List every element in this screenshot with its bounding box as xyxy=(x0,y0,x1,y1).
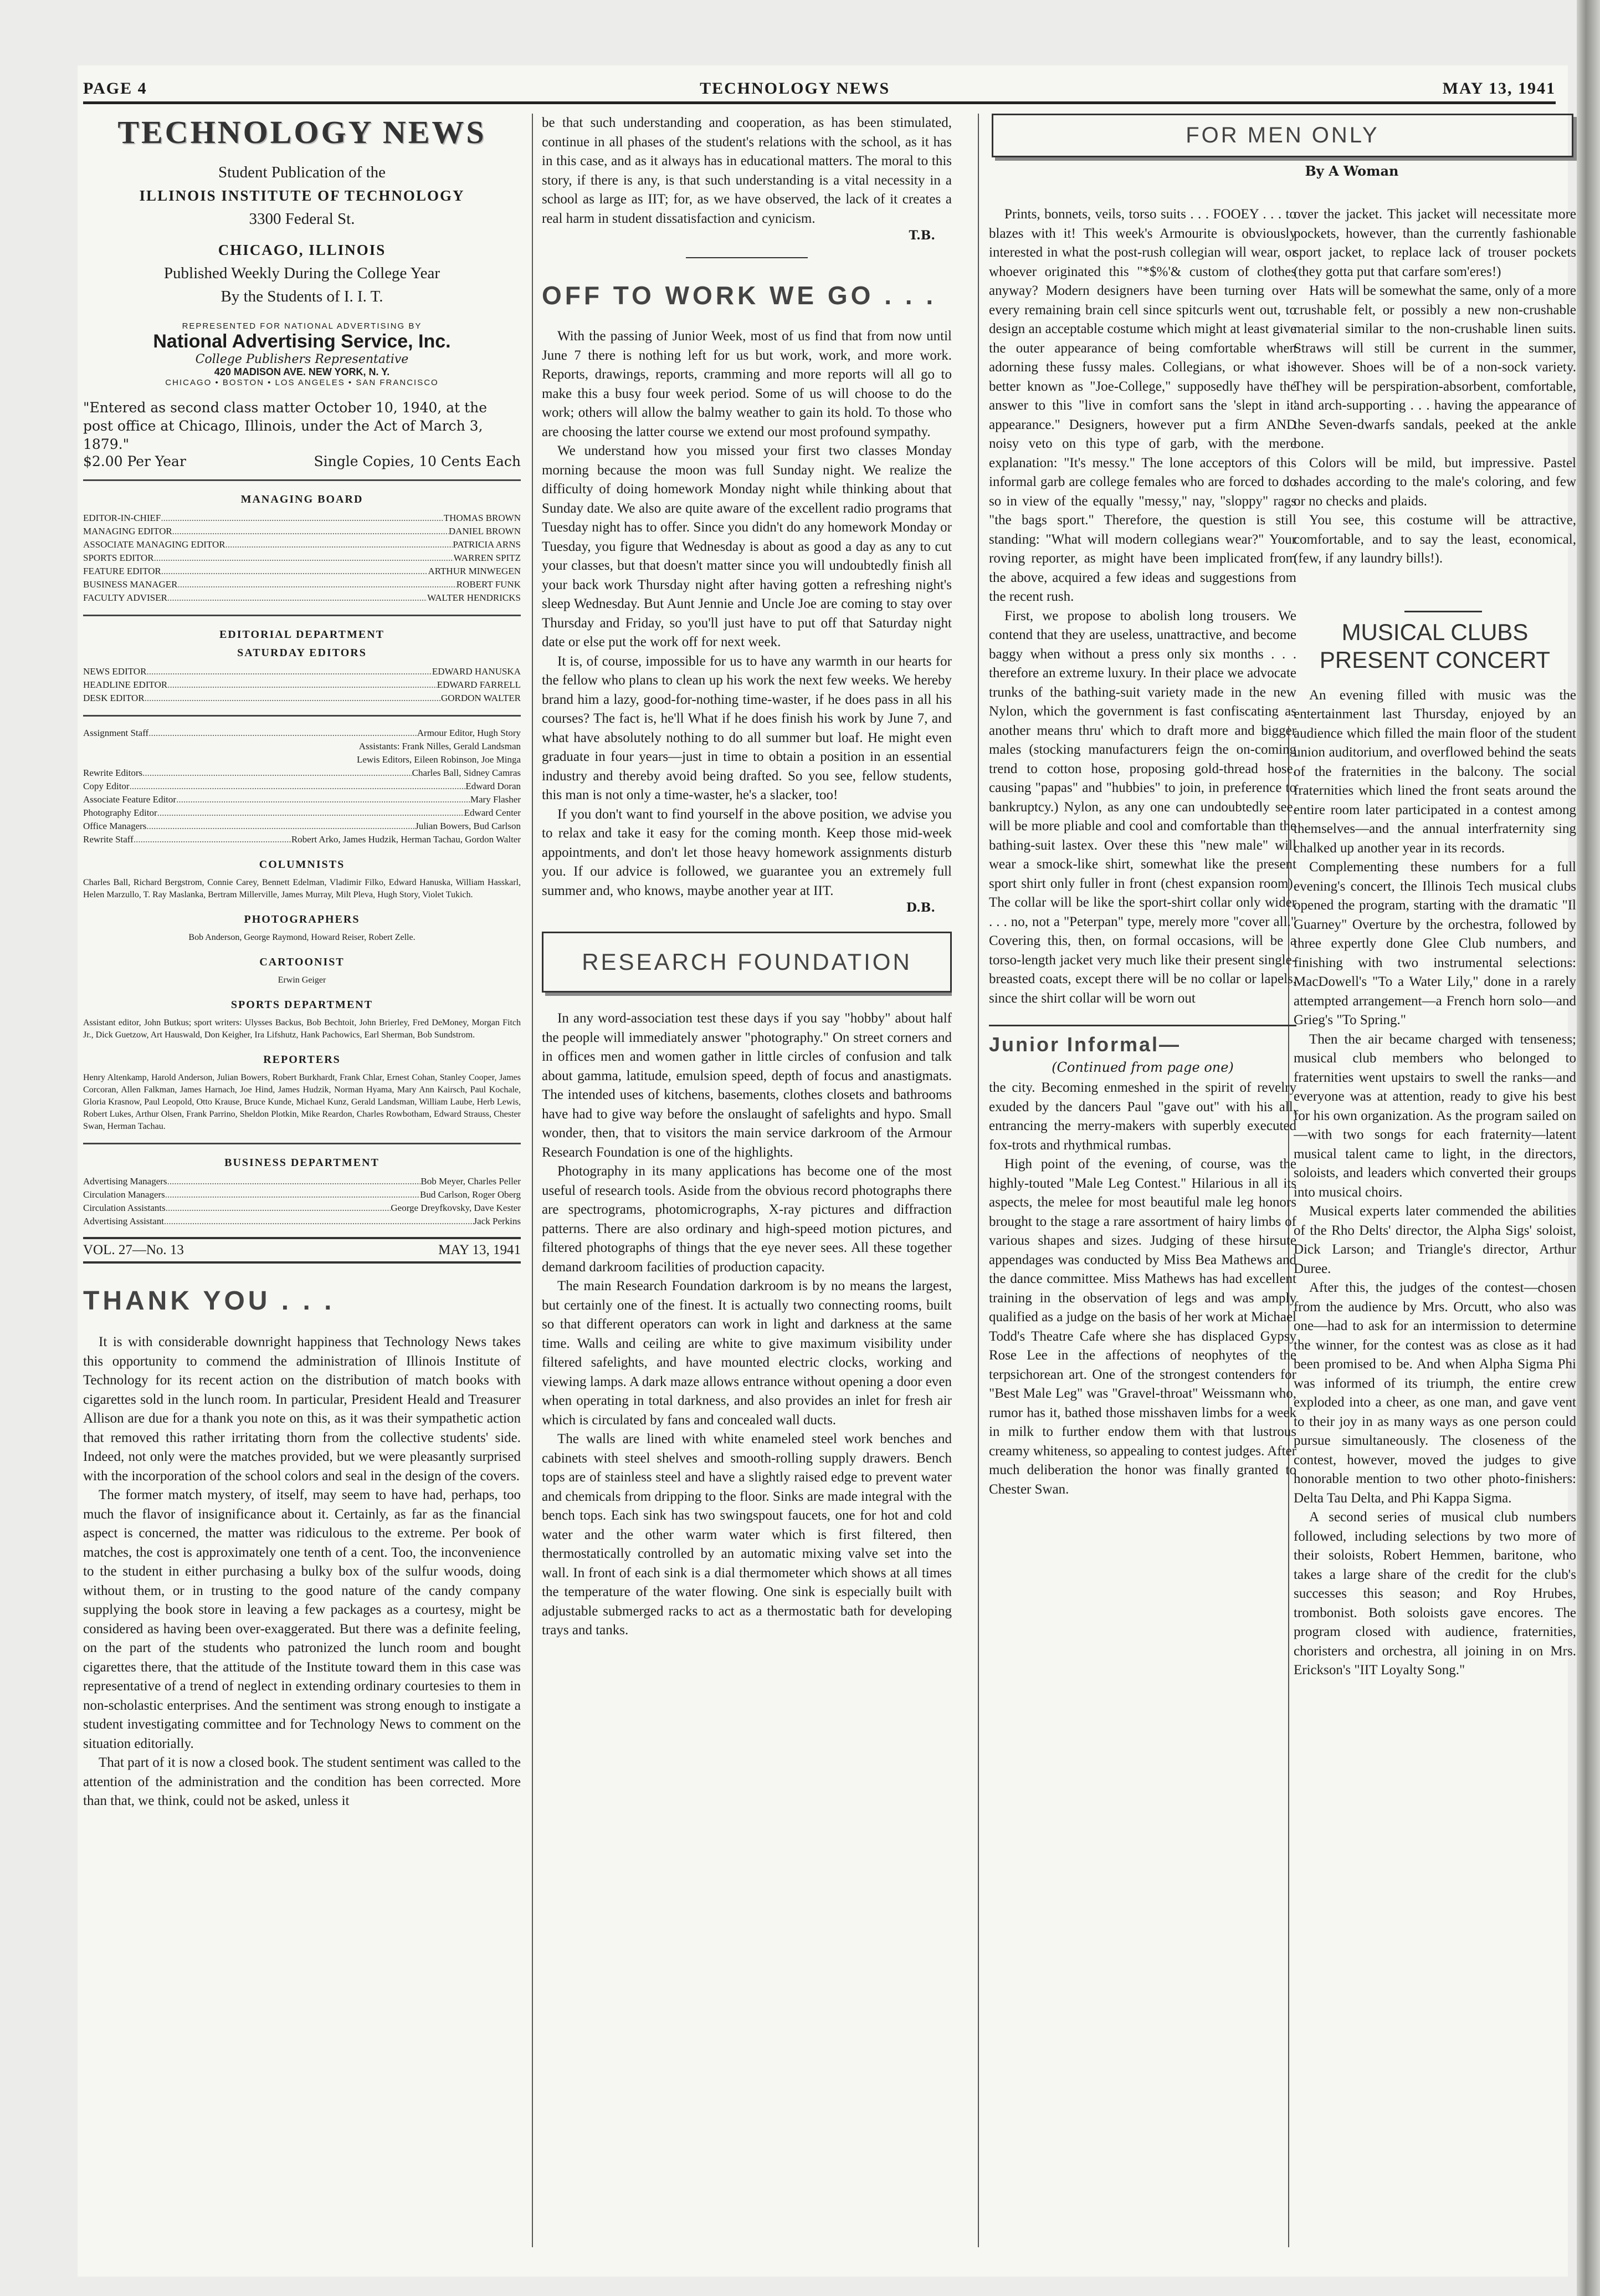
masthead-institute: ILLINOIS INSTITUTE OF TECHNOLOGY xyxy=(139,187,465,204)
staff-row: NEWS EDITOR ..... EDWARD HANUSKA xyxy=(83,665,521,678)
divider xyxy=(83,1143,521,1144)
staff-row: HEADLINE EDITOR ..... EDWARD FARRELL xyxy=(83,678,521,692)
divider xyxy=(83,715,521,717)
off-to-work-article xyxy=(542,327,952,901)
entered-notice: "Entered as second class matter October 10, 1940, at the post office at Chicago, Illinois, under the Act of March 3, 1879." xyxy=(83,400,488,452)
advertising-notice xyxy=(83,321,521,387)
paragraph: We understand how you missed your first two classes Monday morning because the moon was full Sunday night. We realize the difficulty of doing homework Monday night while thinking about that Sunday date. We also are quite aware of the excellent radio programs that Tuesday night has to offer. Since you didn't do any homework Monday or Tuesday, you figure that Wednesday is about as good a day as any to cut your classes, but that doesn't matter since you will undoubtedly finish all your back work Thursday night after having gotten a refreshing night's sleep Wednesday. But Aunt Jennie and Uncle Joe are coming to stay over Thursday and Friday, so you'll just have to put off that Saturday night date or else put the work off for next week. xyxy=(542,443,952,650)
column-for-men xyxy=(989,205,1296,2263)
masthead-by: By the Students of I. I. T. xyxy=(220,288,383,305)
column-editorials xyxy=(542,114,952,2263)
paragraph: After this, the judges of the contest—chosen from the audience by Mrs. Orcutt, who also was one—had to ask for an intermission to determine the winner, for the contest was as close as it had been promised to be. And when Alpha Sigma Phi was informed of its triumph, the entire crew exploded into a cheer, as one man, and gave vent to their joy in as many ways as one person could pursue simultaneously. The closeness of the contest, however, moved the judges to give honorable mention to two other photo-finishers: Delta Tau Delta, and Phi Kappa Sigma. xyxy=(1294,1280,1576,1506)
musical-clubs-headline xyxy=(1294,591,1576,674)
for-men-article-continued xyxy=(1294,205,1576,569)
managing-board xyxy=(83,512,521,605)
staff-row: Assignment Staff ..... Armour Editor, Hugh Story xyxy=(83,727,521,740)
paragraph: Prints, bonnets, veils, torso suits . . . FOOEY . . . to blazes with it! This week's Armourite is obviously interested in what the post-rush collegian will wear, or whoever originated this "*$%'& custom of clothes anyway? Modern designers have been turning over every remaining brain cell since spitcurls went out, to design an acceptable costume which might at least give the outer appearance of being comfortable when adorning these fussy males. Collegians, or what is better known as "Joe-College," supposedly have the answer to this "live in comfort sans the 'slept in it' appearance." Designers, however put a firm AND noisy veto on this type of garb, with the mere explanation: "It's messy." The lone acceptors of this informal garb are college females who are forced to do so in view of the equally "messy," nay, "sloppy" rags "the bags sport." Therefore, the question is still standing: "What will modern collegians wear?" Your roving reporter, as might have been implicated from the above, acquired a few ideas and suggestions from the recent rush. xyxy=(989,207,1296,604)
price-single: Single Copies, 10 Cents Each xyxy=(314,453,521,469)
paragraph: The main Research Foundation darkroom is by no means the largest, but certainly one of the finest. It is actually two connecting rooms, built so that different operators can work in light and darkness at the same time. Walls and ceiling are white to give maximum visibility under filtered safelights, and have mounted electric clocks, working and viewing lamps. A dark maze allows entrance without opening a door even when operating in total darkness, and also provides an inlet for fresh air which is circulated by fans and concealed wall ducts. xyxy=(542,1279,952,1428)
headline-line-2: PRESENT CONCERT xyxy=(1319,646,1551,673)
cartoonist-title: CARTOONIST xyxy=(259,956,345,968)
thank-you-signature: T.B. xyxy=(909,228,935,243)
staff-row: Rewrite Staff ..... Robert Arko, James Hudzik, Herman Tachau, Gordon Walter xyxy=(83,833,521,846)
cartoonist-name: Erwin Geiger xyxy=(278,975,326,985)
paragraph: It is with considerable downright happiness that Technology News takes this opportunity to commend the administration of Illinois Institute of Technology for its recent action on the distribution of match books with cigarettes sold in the lunch room. In particular, President Heald and Treasurer Allison are due for a thank you note on this, as it was their sympathetic action that removed this rather irritating thorn from the collective students' side. Indeed, not only were the matches provided, but we were pleasantly surprised with the incorporation of the school colors and seal in the design of the covers. xyxy=(83,1334,521,1484)
paragraph: the city. Becoming enmeshed in the spirit of revelry exuded by the dancers Paul "gave out" with his all, entrancing the merry-makers with superbly executed fox-trots and rhythmical rumbas. xyxy=(989,1080,1296,1153)
paragraph: Hats will be somewhat the same, only of a more crushable felt, or possibly a new non-crushable material similar to the non-crushable linen suits. Straws will still be current in the summer, however. Shoes will be of a non-sock variety. They will be perspiration-absorbent, comfortable, and arch-supporting . . . having the appearance of the Seven-dwarfs sandals, peeked at the ankle bone. xyxy=(1294,283,1576,451)
volume-number: VOL. 27—No. 13 xyxy=(83,1242,184,1257)
junior-continued-note: (Continued from page one) xyxy=(1052,1060,1234,1075)
staff-row: Lewis Editors, Eileen Robinson, Joe Minga xyxy=(356,754,521,765)
for-men-article xyxy=(989,205,1296,1008)
ad-name: National Advertising Service, Inc. xyxy=(153,331,451,352)
staff-row: EDITOR-IN-CHIEF ..... THOMAS BROWN xyxy=(83,512,521,525)
thank-you-article xyxy=(83,1333,521,1811)
staff-row: Office Managers ..... Julian Bowers, Bud Carlson xyxy=(83,820,521,833)
junior-informal-headline: Junior Informal— xyxy=(989,1025,1296,1056)
paragraph: Colors will be mild, but impressive. Pastel shades according to the male's coloring, and few or no checks and plaids. xyxy=(1294,455,1576,509)
business-title: BUSINESS DEPARTMENT xyxy=(224,1157,380,1169)
masthead-subtitle: Student Publication of the xyxy=(218,163,386,181)
paragraph: over the jacket. This jacket will necessitate more pockets, however, than the currently fashionable sport jacket, to replace lack of trouser pockets (they gotta put that carfare som'eres!) xyxy=(1294,207,1576,279)
paragraph: High point of the evening, of course, was the highly-touted "Male Leg Contest." Hilarious in all its aspects, the melee for most beautiful male leg honors brought to the stage a rare assortment of hairy limbs of various shapes and sizes. Judging of these hirsute appendages was conducted by Miss Bea Mathews and the dance committee. Miss Mathews has had excellent training in the observation of legs and was amply qualified as a judge on the basis of her work at Michael Todd's Theatre Cafe where she has displaced Gypsy Rose Lee in the affections of neophytes of the terpsichorean art. One of the strongest contenders for "Best Male Leg" was "Gravel-throat" Weissmann who, rumor has it, bathed those misshaven limbs for a week in milk to further endow them with that lustrous creamy whiteness, so appealing to contest judges. After much deliberation the honor was finally granted to Chester Swan. xyxy=(989,1157,1296,1497)
managing-board-title: MANAGING BOARD xyxy=(240,493,363,505)
staff-row: Photography Editor ..... Edward Center xyxy=(83,806,521,820)
paragraph: That part of it is now a closed book. The student sentiment was called to the attention of the administration and the condition has been corrected. More than that, we think, could not be asked, unless it xyxy=(83,1755,521,1808)
editorial-subtitle: SATURDAY EDITORS xyxy=(237,647,367,659)
junior-informal-article xyxy=(989,1078,1296,1499)
page-number: PAGE 4 xyxy=(83,79,147,98)
paragraph: If you don't want to find yourself in the above position, we advise you to relax and take it easy for the coming month. Keep those mid-week appointments, and don't let those heavy homework assignments disturb you. If our advice is followed, we guarantee you an extremely full summer and, who knows, maybe another year at IIT. xyxy=(542,806,952,898)
paragraph: Photography in its many applications has become one of the most useful of research tools. Aside from the obvious record photographs there are spectrograms, photomicrographs, X-ray pictures and diffraction patterns. There are also ordinary and high-speed motion pictures, and filtered photographs of things that the eye never sees. All these together demand darkroom facilities of production capacity. xyxy=(542,1164,952,1275)
paper-name: TECHNOLOGY NEWS xyxy=(700,79,890,98)
editorial-title: EDITORIAL DEPARTMENT xyxy=(219,628,385,641)
volume-line xyxy=(83,1237,521,1264)
staff-row: Circulation Managers ..... Bud Carlson, Roger Oberg xyxy=(83,1188,521,1201)
staff-row: ASSOCIATE MANAGING EDITOR ..... PATRICIA ARNS xyxy=(83,538,521,551)
paragraph: With the passing of Junior Week, most of us find that from now until June 7 there is nothing left for us but work, work, and more work. Reports, drawings, reports, cramming and more reports will all go to make this a busy four week period. Some of us will choose to do the work; others will allow the balmy weather to gain its hold. To those who are choosing the latter course we extend our most profound sympathy. xyxy=(542,329,952,439)
paragraph: An evening filled with music was the entertainment last Thursday, enjoyed by an audience which filled the main floor of the student union auditorium, and overflowed behind the seats of the fraternities in the balcony. The social fraternities which lined the front seats around the entire room later participated in a contest among themselves—and the annual interfraternity sing chalked up another year in its records. xyxy=(1294,687,1576,856)
masthead xyxy=(83,114,521,308)
staff-row: Rewrite Editors ..... Charles Ball, Sidney Camras xyxy=(83,766,521,780)
thank-you-continued xyxy=(542,114,952,228)
divider xyxy=(686,257,808,258)
price-line xyxy=(83,453,521,469)
column-musical xyxy=(1294,205,1576,2263)
running-header xyxy=(83,71,1556,104)
reporters-title: REPORTERS xyxy=(263,1054,341,1066)
volume-date: MAY 13, 1941 xyxy=(438,1242,521,1257)
columnists-list: Charles Ball, Richard Bergstrom, Connie Carey, Bennett Edelman, Vladimir Filko, Edward Hanuska, William Hasskarl, Helen Marzullo, T. Ray Maslanka, Bertram Millerville, James Murray, Milt Pleva, Hugh Story, Violet Tukich. xyxy=(83,878,521,899)
masthead-city: CHICAGO, ILLINOIS xyxy=(218,242,386,258)
column-rule xyxy=(978,114,979,2247)
staff-row: Advertising Managers ..... Bob Meyer, Charles Peller xyxy=(83,1175,521,1188)
photographers-list: Bob Anderson, George Raymond, Howard Reiser, Robert Zelle. xyxy=(188,933,416,942)
off-to-work-signature: D.B. xyxy=(906,901,935,915)
paragraph: It is, of course, impossible for us to have any warmth in our hearts for the fellow who plans to clean up his work the next few weeks. We hereby brand him a lazy, good-for-nothing time-waster, if he does pass in all his courses? The fact is, he'll What if he does finish his work by June 7, and what have absolutely nothing to do all summer but loaf. He might even graduate in four years—just in time to obtain a position in an essential industry and thereby avoid being drafted. So you see, fellow students, this man is not only a time-waster, he's a slacker, too! xyxy=(542,653,952,802)
staff-row: Advertising Assistant ..... Jack Perkins xyxy=(83,1215,521,1228)
staff-row: BUSINESS MANAGER ..... ROBERT FUNK xyxy=(83,578,521,591)
for-men-byline: By A Woman xyxy=(1305,163,1399,179)
assignment-staff xyxy=(83,727,521,846)
for-men-only-header xyxy=(992,114,1573,181)
headline-line-1: MUSICAL CLUBS xyxy=(1341,618,1529,645)
columnists-title: COLUMNISTS xyxy=(259,858,345,871)
thank-you-headline: THANK YOU . . . xyxy=(83,1286,335,1316)
column-rule xyxy=(532,114,533,2247)
divider xyxy=(83,479,521,481)
paragraph: Musical experts later commended the abilities of the Rho Delts' director, the Alpha Sigs' soloist, Dick Larson; and Triangle's director, Arthur Duree. xyxy=(1294,1204,1576,1276)
staff-row: MANAGING EDITOR ..... DANIEL BROWN xyxy=(83,525,521,538)
ad-address: 420 MADISON AVE. NEW YORK, N. Y. xyxy=(214,366,390,377)
research-foundation-headline: RESEARCH FOUNDATION xyxy=(542,932,952,993)
ad-line: REPRESENTED FOR NATIONAL ADVERTISING BY xyxy=(182,321,422,331)
staff-row: FACULTY ADVISER ..... WALTER HENDRICKS xyxy=(83,591,521,605)
ad-cities: CHICAGO • BOSTON • LOS ANGELES • SAN FRANCISCO xyxy=(165,378,439,387)
staff-row: SPORTS EDITOR ..... WARREN SPITZ xyxy=(83,551,521,565)
divider xyxy=(83,615,521,616)
paragraph: First, we propose to abolish long trousers. We contend that they are useless, unattractive, and become baggy when without a press only six months . . . therefore an extreme luxury. In their place we advocate trunks of the bathing-suit variety made in the new Nylon, which the government is fast confiscating as another means thru' which to draft more and bigger males (stocking manufacturers feign the on-coming trend to cotton hose, proposing gold-thread hose, causing "papas" and "hubbies" to join, in preference to bankruptcy.) Nylon, as any one can undoubtedly see, will be more pliable and cool and comfortable than the bathing-suit lastex. Over these this "new male" will wear a smock-like shirt, somewhat like the present sport shirt only fuller in front (chest expansion room). The collar will be like the sport-shirt collar only wider . . . no, not a "Peterpan" type, merely more "cover all." Covering this, then, on formal occasions, will be a torso-length jacket very much like their present single-breasted coats, except there will be no collar or lapels, since the shirt collar will be worn out xyxy=(989,608,1296,1006)
paragraph: The walls are lined with white enameled steel work benches and cabinets with steel shelves and smooth-rolling supply drawers. Bench tops are of stainless steel and have a slightly raised edge to prevent water and chemicals from dripping to the floor. Sinks are made integral with the bench tops. Each sink has two swingspout faucets, one for hot and cold water and the other warm water which is first filtered, then thermostatically controlled by an automatic mixing valve set into the wall. In front of each sink is a dial thermometer which shows at all times the temperature of the water flowing. One sink is especially built with adjustable submerged racks to act as a thermostatic bath for developing trays and tanks. xyxy=(542,1431,952,1638)
photographers-title: PHOTOGRAPHERS xyxy=(244,913,360,925)
sports-list: Assistant editor, John Butkus; sport writers: Ulysses Backus, Bob Bechtoit, John Brierley, Fred DeMoney, Morgan Fitch Jr., Dick Guetzow, Art Hauswald, Don Keigher, Ira Lifshutz, Hank Pachowics, Earl Sherman, Bob Sundstrom. xyxy=(83,1018,521,1040)
masthead-published: Published Weekly During the College Year xyxy=(163,264,440,282)
paragraph: You see, this costume will be attractive, comfortable, and to say the least, economical, (few, if any laundry bills!). xyxy=(1294,513,1576,566)
paragraph: Then the air became charged with tenseness; musical club members who belonged to fraternities went upstairs to swell the ranks—and everyone was at attention, ready to give his best for his own organization. As the program sailed on—with two songs for each fraternity—latent musical talent came to light, in the directors, soloists, and leaders which converted their groups into musical choirs. xyxy=(1294,1031,1576,1200)
paragraph: be that such understanding and cooperation, as has been stimulated, continue in all phases of the student's relations with the school, as it has in this case, and as it always has in educational matters. The moral to this story, if there is any, is that such understanding is a vital necessity in a school as large as IIT; for, as we have observed, the lack of it creates a real harm in student dissatisfaction and cynicism. xyxy=(542,115,952,226)
price-year: $2.00 Per Year xyxy=(83,453,186,469)
staff-row: DESK EDITOR ..... GORDON WALTER xyxy=(83,692,521,705)
sports-title: SPORTS DEPARTMENT xyxy=(230,999,373,1011)
editorial-rows xyxy=(83,665,521,705)
paragraph: The former match mystery, of itself, may seem to have had, perhaps, too much the flavor of insignificance about it. Certainly, as far as the financial aspect is concerned, the matter was ridiculous to the extreme. Per book of matches, the cost is approximately one tenth of a cent. Too, the inconvenience to the student in either purchasing a bulky box of the sulfur woods, doing without them, or in trusting to the good nature of the candy company supplying the book store in leaving a few packages as a courtesy, might be considered as having been over-exaggerated. But there was a definite feeling, on the part of the students who patronized the lunch room and bought cigarettes there, that the attitude of the Institute toward them in this case was representative of a trend of neglect in extending ordinary courtesies to them in non-scholastic enterprises. And the sentiment was strong enough to instigate a student investigating committee and for Technology News to comment on the situation editorially. xyxy=(83,1487,521,1751)
off-to-work-headline: OFF TO WORK WE GO . . . xyxy=(542,281,937,310)
masthead-street: 3300 Federal St. xyxy=(249,210,355,228)
business-rows xyxy=(83,1175,521,1228)
musical-clubs-article xyxy=(1294,686,1576,1680)
masthead-logo: TECHNOLOGY NEWS xyxy=(117,114,486,150)
ad-tag: College Publishers Representative xyxy=(195,352,409,366)
staff-row: Associate Feature Editor ..... Mary Flasher xyxy=(83,793,521,806)
reporters-list: Henry Altenkamp, Harold Anderson, Julian Bowers, Robert Burkhardt, Frank Chlar, Ernest Cohan, Stanley Cooper, James Corcoran, Allen Falkman, James Harnach, Joe Hind, James Hudzik, Norman Hyama, Mary Ann Kairsch, Paul Kochale, Gloria Krasnow, Paul Leopold, Otto Krause, Bruce Kunde, Michael Kunz, Gerald Landsman, William Laube, Herb Lewis, Robert Lukes, Arthur Olsen, Frank Parrino, Sheldon Plotkin, Mike Reardon, Charles Rowbotham, Edward Strauss, Chester Swan, Herman Tachau. xyxy=(83,1073,521,1131)
for-men-only-headline: FOR MEN ONLY xyxy=(992,114,1573,157)
paragraph: A second series of musical club numbers followed, including selections by two more of their soloists, Robert Hemmen, baritone, who takes a large share of the credit for the club's successes this season; and Roy Hrubes, trombonist. Both soloists gave encores. The program closed with audience, fraternities, choristers and orchestra, all joining in on Mrs. Erickson's "IIT Loyalty Song." xyxy=(1294,1510,1576,1678)
column-masthead xyxy=(83,114,521,2263)
headline-rule xyxy=(1404,611,1482,612)
staff-row: Copy Editor ..... Edward Doran xyxy=(83,780,521,793)
staff-row: Assistants: Frank Nilles, Gerald Landsman xyxy=(358,741,521,751)
scan-edge xyxy=(1577,0,1600,2296)
paragraph: In any word-association test these days if you say "hobby" about half the people will immediately answer "photography." On street corners and in offices men and women gather in little circles of confusion and talk about gamma, latitude, emulsion speed, depth of focus and anastigmats. The intended uses of kitchens, basements, clothes closets and bathrooms have had to give way before the onslaught of safelights and hypo. Small wonder, then, that to visitors the main service darkroom of the Armour Research Foundation is one of the highlights. xyxy=(542,1011,952,1160)
issue-date: MAY 13, 1941 xyxy=(1442,79,1556,98)
staff-row: Circulation Assistants ..... George Dreyfkovsky, Dave Kester xyxy=(83,1201,521,1215)
paragraph: Complementing these numbers for a full evening's concert, the Illinois Tech musical clubs opened the program, starting with the dramatic "Il Guarney" Overture by the orchestra, followed by three expertly done Glee Club numbers, and finishing with two instrumental selections: MacDowell's "To a Water Lily," done in a rarely attempted arrangement—a French horn solo—and Grieg's "To Spring." xyxy=(1294,860,1576,1027)
staff-row: FEATURE EDITOR ..... ARTHUR MINWEGEN xyxy=(83,565,521,578)
research-article xyxy=(542,1009,952,1640)
